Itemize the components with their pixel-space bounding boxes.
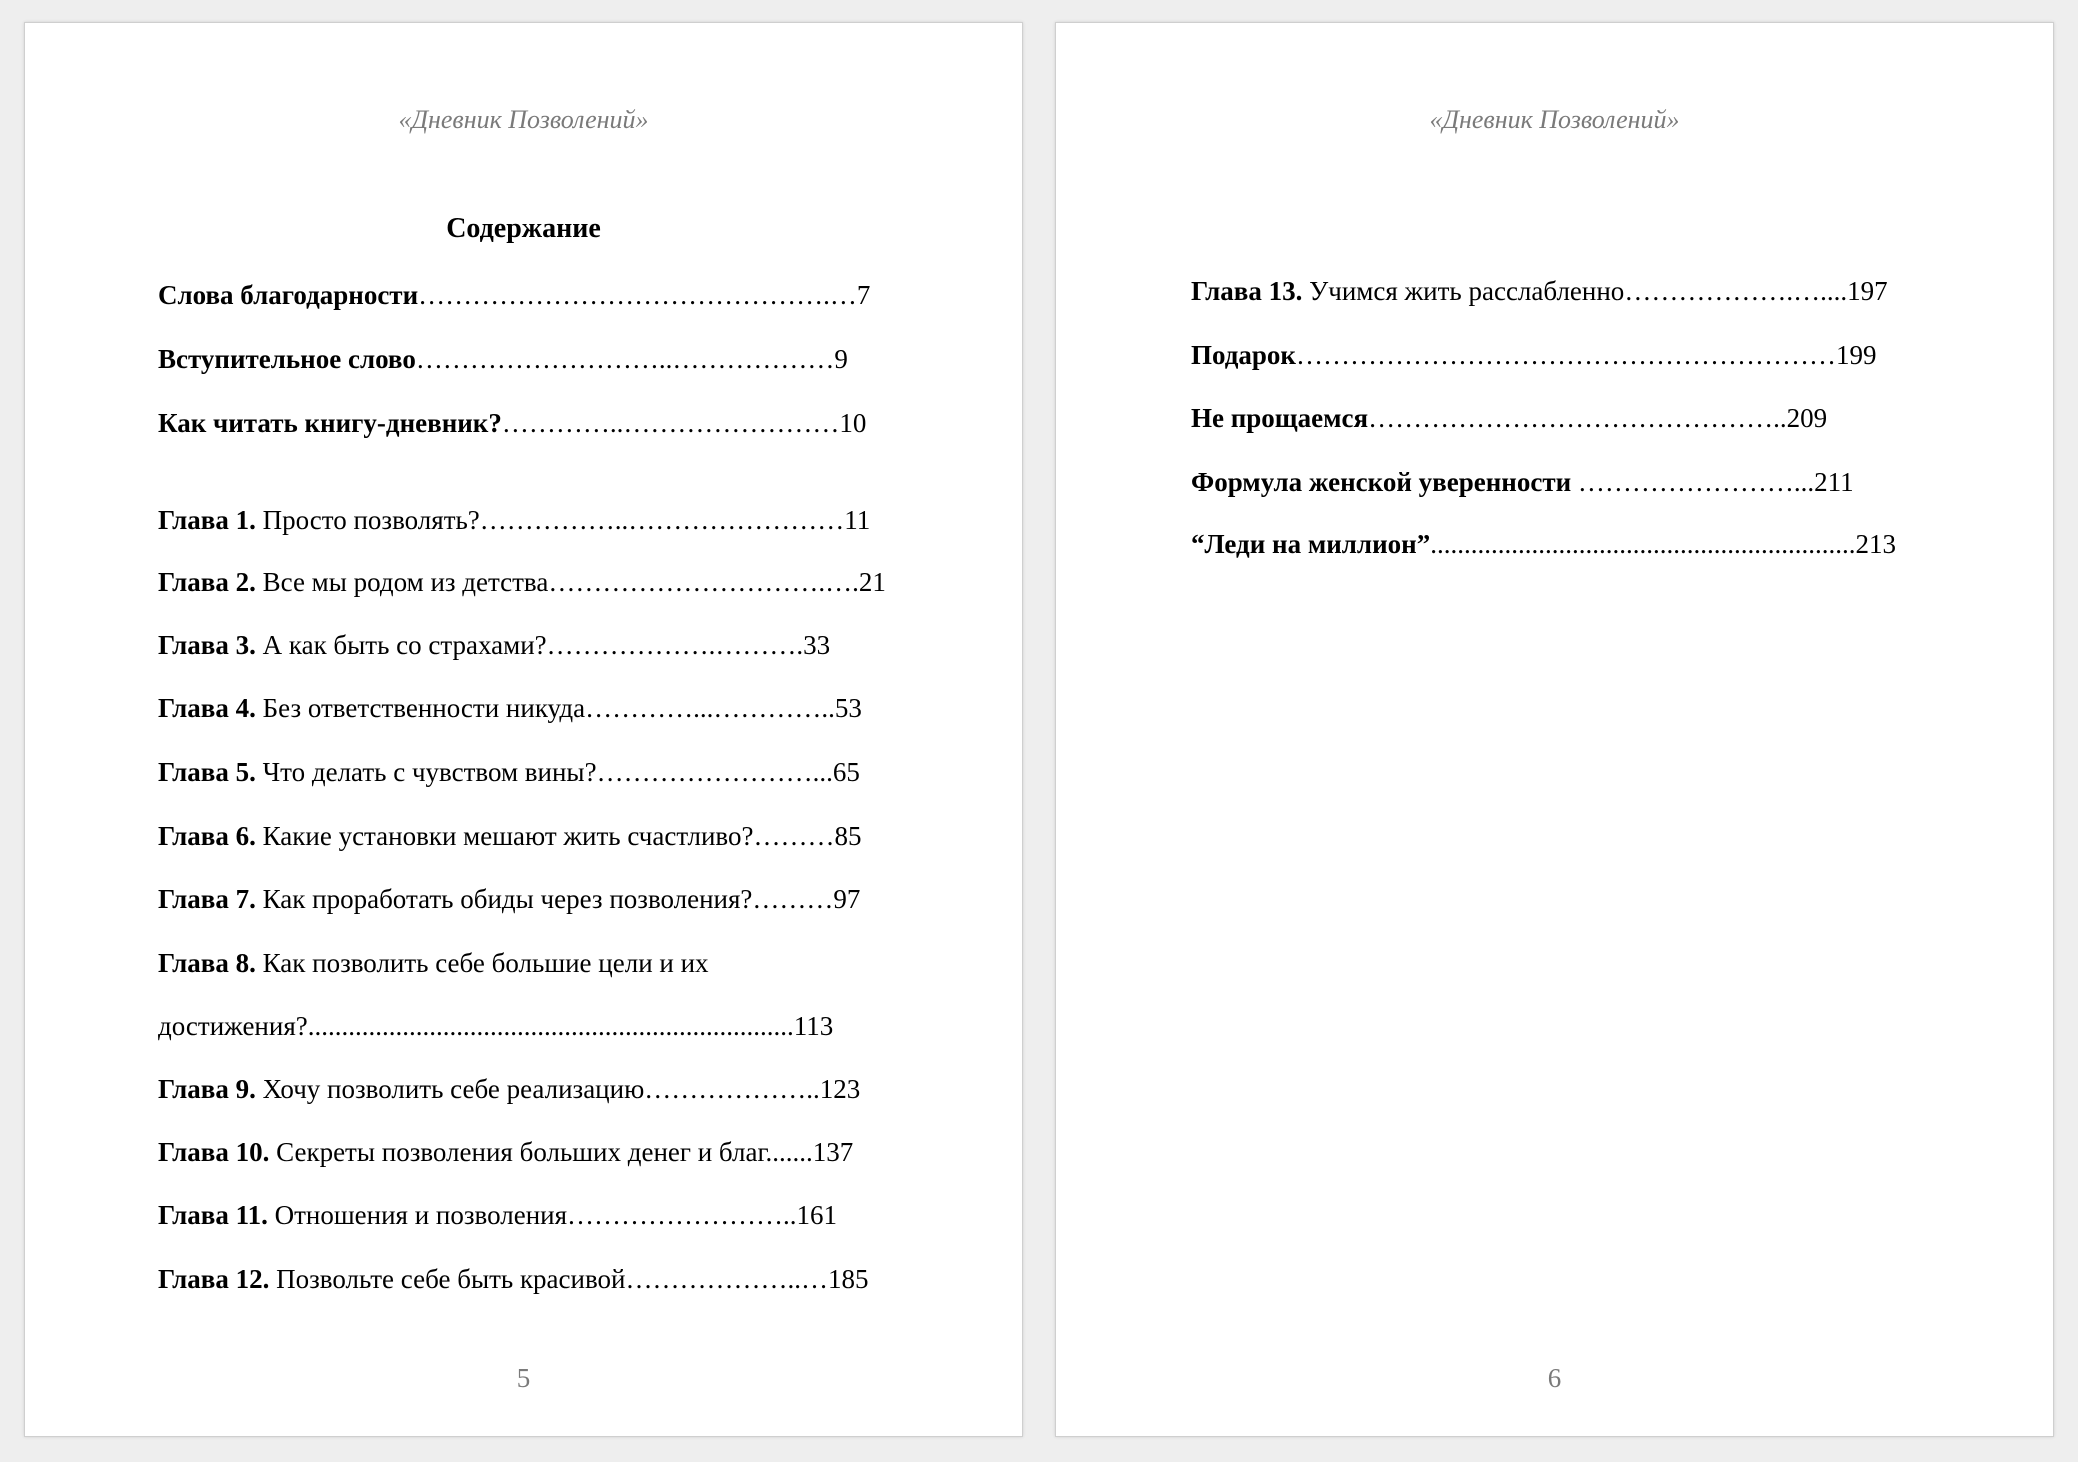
toc-entry — [158, 820, 861, 852]
toc-entry — [1191, 528, 1896, 560]
toc-entry-leader: ……………….….... — [1624, 276, 1848, 306]
toc-entry-page: 185 — [828, 1264, 869, 1294]
toc-entry — [158, 883, 860, 915]
toc-entry-leader: ....... — [765, 1137, 813, 1167]
toc-entry-bold: Глава 1. — [158, 505, 256, 535]
toc-entry-page: 211 — [1814, 467, 1854, 497]
toc-entry-leader: ……………………………………….. — [1368, 403, 1787, 433]
toc-entry-leader: …………..…………………… — [501, 408, 840, 438]
toc-entry-text: достижения? — [158, 1011, 308, 1041]
toc-entry-leader: ……… — [753, 821, 835, 851]
toc-entry-text: Что делать с чувством вины? — [255, 757, 597, 787]
toc-entry-page: 65 — [832, 757, 860, 787]
toc-entry-leader: ……………………... — [1577, 467, 1815, 497]
toc-entry-bold: Глава 9. — [158, 1074, 256, 1104]
toc-entry-bold: Слова благодарности — [158, 280, 419, 310]
toc-entry-leader: ……………………………………….… — [418, 280, 857, 310]
toc-entry-leader: ……………..…………………… — [479, 505, 845, 535]
toc-entry — [1191, 339, 1876, 371]
toc-entry — [158, 629, 830, 661]
toc-entry-leader: ……… — [752, 884, 834, 914]
toc-entry — [158, 1010, 833, 1042]
toc-entry-text: Позвольте себе быть красивой — [269, 1264, 626, 1294]
toc-entry-bold: Глава 13. — [1191, 276, 1303, 306]
toc-entry-bold: Глава 5. — [158, 757, 256, 787]
toc-entry-bold: Не прощаемся — [1191, 403, 1369, 433]
document-page-right — [1055, 22, 2054, 1437]
toc-title: Содержание — [446, 213, 601, 244]
toc-entry-bold: Глава 2. — [158, 567, 256, 597]
toc-entry-leader: ........................................................................ — [307, 1011, 794, 1041]
toc-entry-page: 10 — [839, 408, 867, 438]
toc-entry-page: 137 — [812, 1137, 854, 1167]
toc-entry-bold: Подарок — [1191, 340, 1296, 370]
toc-entry-page: 21 — [858, 567, 886, 597]
toc-entry-page: 33 — [803, 630, 831, 660]
toc-entry — [158, 566, 886, 598]
toc-entry-page: 161 — [796, 1200, 838, 1230]
toc-entry — [158, 407, 866, 439]
toc-entry — [158, 692, 862, 724]
toc-entry-bold: Глава 7. — [158, 884, 256, 914]
toc-entry-bold: Глава 3. — [158, 630, 256, 660]
toc-entry-page: 9 — [834, 344, 848, 374]
toc-entry — [1191, 402, 1827, 434]
document-page-left — [24, 22, 1023, 1437]
toc-entry-text: Какие установки мешают жить счастливо? — [255, 821, 754, 851]
toc-entry — [158, 1263, 869, 1295]
toc-entry-bold: Формула женской уверенности — [1191, 467, 1572, 497]
toc-entry-text: А как быть со страхами? — [255, 630, 547, 660]
toc-entry-page: 11 — [844, 505, 871, 535]
toc-entry-text — [1571, 467, 1578, 497]
toc-entry-page: 197 — [1847, 276, 1888, 306]
toc-entry-text: Секреты позволения больших денег и благ — [269, 1137, 766, 1167]
toc-entry-page: 123 — [819, 1074, 861, 1104]
running-header: «Дневник Позволений» — [1429, 105, 1680, 134]
toc-entry-bold: Глава 8. — [158, 948, 256, 978]
toc-entry-leader: ………………………….…. — [548, 567, 859, 597]
toc-entry-leader: ............................................................... — [1430, 529, 1856, 559]
toc-entry-leader: ……………….………. — [546, 630, 804, 660]
toc-entry — [158, 1136, 853, 1168]
running-header: «Дневник Позволений» — [398, 105, 649, 134]
toc-entry-page: 85 — [834, 821, 862, 851]
toc-entry-leader: …………………………………………………… — [1295, 340, 1836, 370]
toc-entry-leader: ……………….. — [644, 1074, 820, 1104]
toc-entry-page: 53 — [834, 693, 862, 723]
toc-entry-page: 113 — [793, 1011, 834, 1041]
page-number: 6 — [1547, 1363, 1562, 1393]
toc-entry-text: Как проработать обиды через позволения? — [255, 884, 753, 914]
toc-entry — [158, 279, 870, 311]
toc-entry-text: Учимся жить расслабленно — [1302, 276, 1625, 306]
toc-entry — [158, 756, 860, 788]
toc-entry — [158, 343, 848, 375]
toc-entry-bold: Как читать книгу-дневник? — [158, 408, 502, 438]
toc-entry — [1191, 466, 1854, 498]
toc-entry-leader: ……………………... — [596, 757, 833, 787]
toc-entry-leader: …………………….. — [567, 1200, 797, 1230]
page-number: 5 — [516, 1363, 531, 1393]
toc-entry-leader: ………………..… — [625, 1264, 828, 1294]
toc-entry — [1191, 275, 1888, 307]
toc-entry-bold: Глава 10. — [158, 1137, 270, 1167]
toc-entry-text: Все мы родом из детства — [255, 567, 549, 597]
toc-entry — [158, 947, 709, 979]
toc-entry-text: Просто позволять? — [255, 505, 480, 535]
toc-entry — [158, 1199, 837, 1231]
toc-entry — [158, 1073, 860, 1105]
toc-entry-bold: “Леди на миллион” — [1191, 529, 1431, 559]
toc-entry-bold: Глава 12. — [158, 1264, 270, 1294]
toc-entry-leader: …………...………….. — [585, 693, 835, 723]
toc-entry-page: 7 — [856, 280, 871, 310]
toc-entry-text: Как позволить себе большие цели и их — [255, 948, 709, 978]
toc-entry-bold: Вступительное слово — [158, 344, 416, 374]
toc-entry-page: 213 — [1855, 529, 1896, 559]
toc-entry — [158, 504, 870, 536]
toc-entry-page: 209 — [1786, 403, 1828, 433]
toc-entry-leader: ………………………..……………… — [415, 344, 835, 374]
toc-entry-text: Без ответственности никуда — [255, 693, 586, 723]
toc-entry-bold: Глава 4. — [158, 693, 256, 723]
toc-entry-text: Отношения и позволения — [267, 1200, 568, 1230]
toc-entry-page: 199 — [1835, 340, 1877, 370]
toc-entry-text: Хочу позволить себе реализацию — [255, 1074, 645, 1104]
toc-entry-bold: Глава 11. — [158, 1200, 268, 1230]
toc-entry-page: 97 — [833, 884, 861, 914]
toc-entry-bold: Глава 6. — [158, 821, 256, 851]
